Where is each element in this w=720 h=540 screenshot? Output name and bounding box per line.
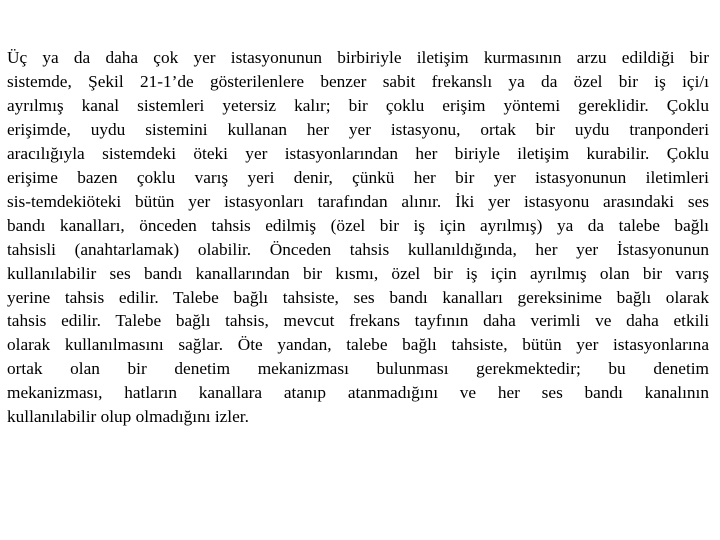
paragraph-line: erişime bazen çoklu varış yeri denir, çünkü her bir yer istasyonunun iletimleri [7, 167, 709, 187]
paragraph-line: erişimde, uydu sistemini kullanan her yer istasyonu, ortak bir uydu tranponderi [7, 119, 709, 139]
paragraph-line: kullanılabilir ses bandı kanallarından bir kısmı, özel bir iş için ayrılmış olan bir varış [7, 263, 709, 283]
paragraph-line: yerine tahsis edilir. Talebe bağlı tahsiste, ses bandı kanalları gereksinime bağlı olarak [7, 287, 709, 307]
paragraph-line: sistemde, Şekil 21-1’de gösterilenlere benzer sabit frekanslı ya da özel bir iş içi/ı [7, 71, 709, 91]
paragraph-line: aracılığıyla sistemdeki öteki yer istasyonlarından her biriyle iletişim kurabilir. Çoklu [7, 143, 709, 163]
paragraph-line: kullanılabilir olup olmadığını izler. [7, 407, 249, 427]
paragraph-line: mekanizması, hatların kanallara atanıp atanmadığını ve her ses bandı kanalının [7, 383, 709, 403]
paragraph-line: olarak kullanılmasını sağlar. Öte yandan, talebe bağlı tahsiste, bütün yer istasyonlarına [7, 335, 709, 355]
paragraph-line: Üç ya da daha çok yer istasyonunun birbiriyle iletişim kurmasının arzu edildiği bir [7, 48, 709, 67]
paragraph-line: sis-temdekiöteki bütün yer istasyonları tarafından alınır. İki yer istasyonu arasındaki ses [7, 191, 709, 211]
paragraph-line: tahsisli (anahtarlamak) olabilir. Önceden tahsis kullanıldığında, her yer İstasyonunun [7, 239, 709, 259]
paragraph-line: ortak olan bir denetim mekanizması bulunması gerekmektedir; bu denetim [7, 359, 709, 379]
paragraph-line: bandı kanalları, önceden tahsis edilmiş (özel bir iş için ayrılmış) ya da talebe bağlı [7, 215, 709, 235]
body-paragraph [7, 46, 709, 429]
paragraph-line: ayrılmış kanal sistemleri yetersiz kalır; bir çoklu erişim yöntemi gereklidir. Çoklu [7, 95, 709, 115]
paragraph-line: tahsis edilir. Talebe bağlı tahsis, mevcut frekans tayfının daha verimli ve daha etkili [7, 311, 709, 331]
